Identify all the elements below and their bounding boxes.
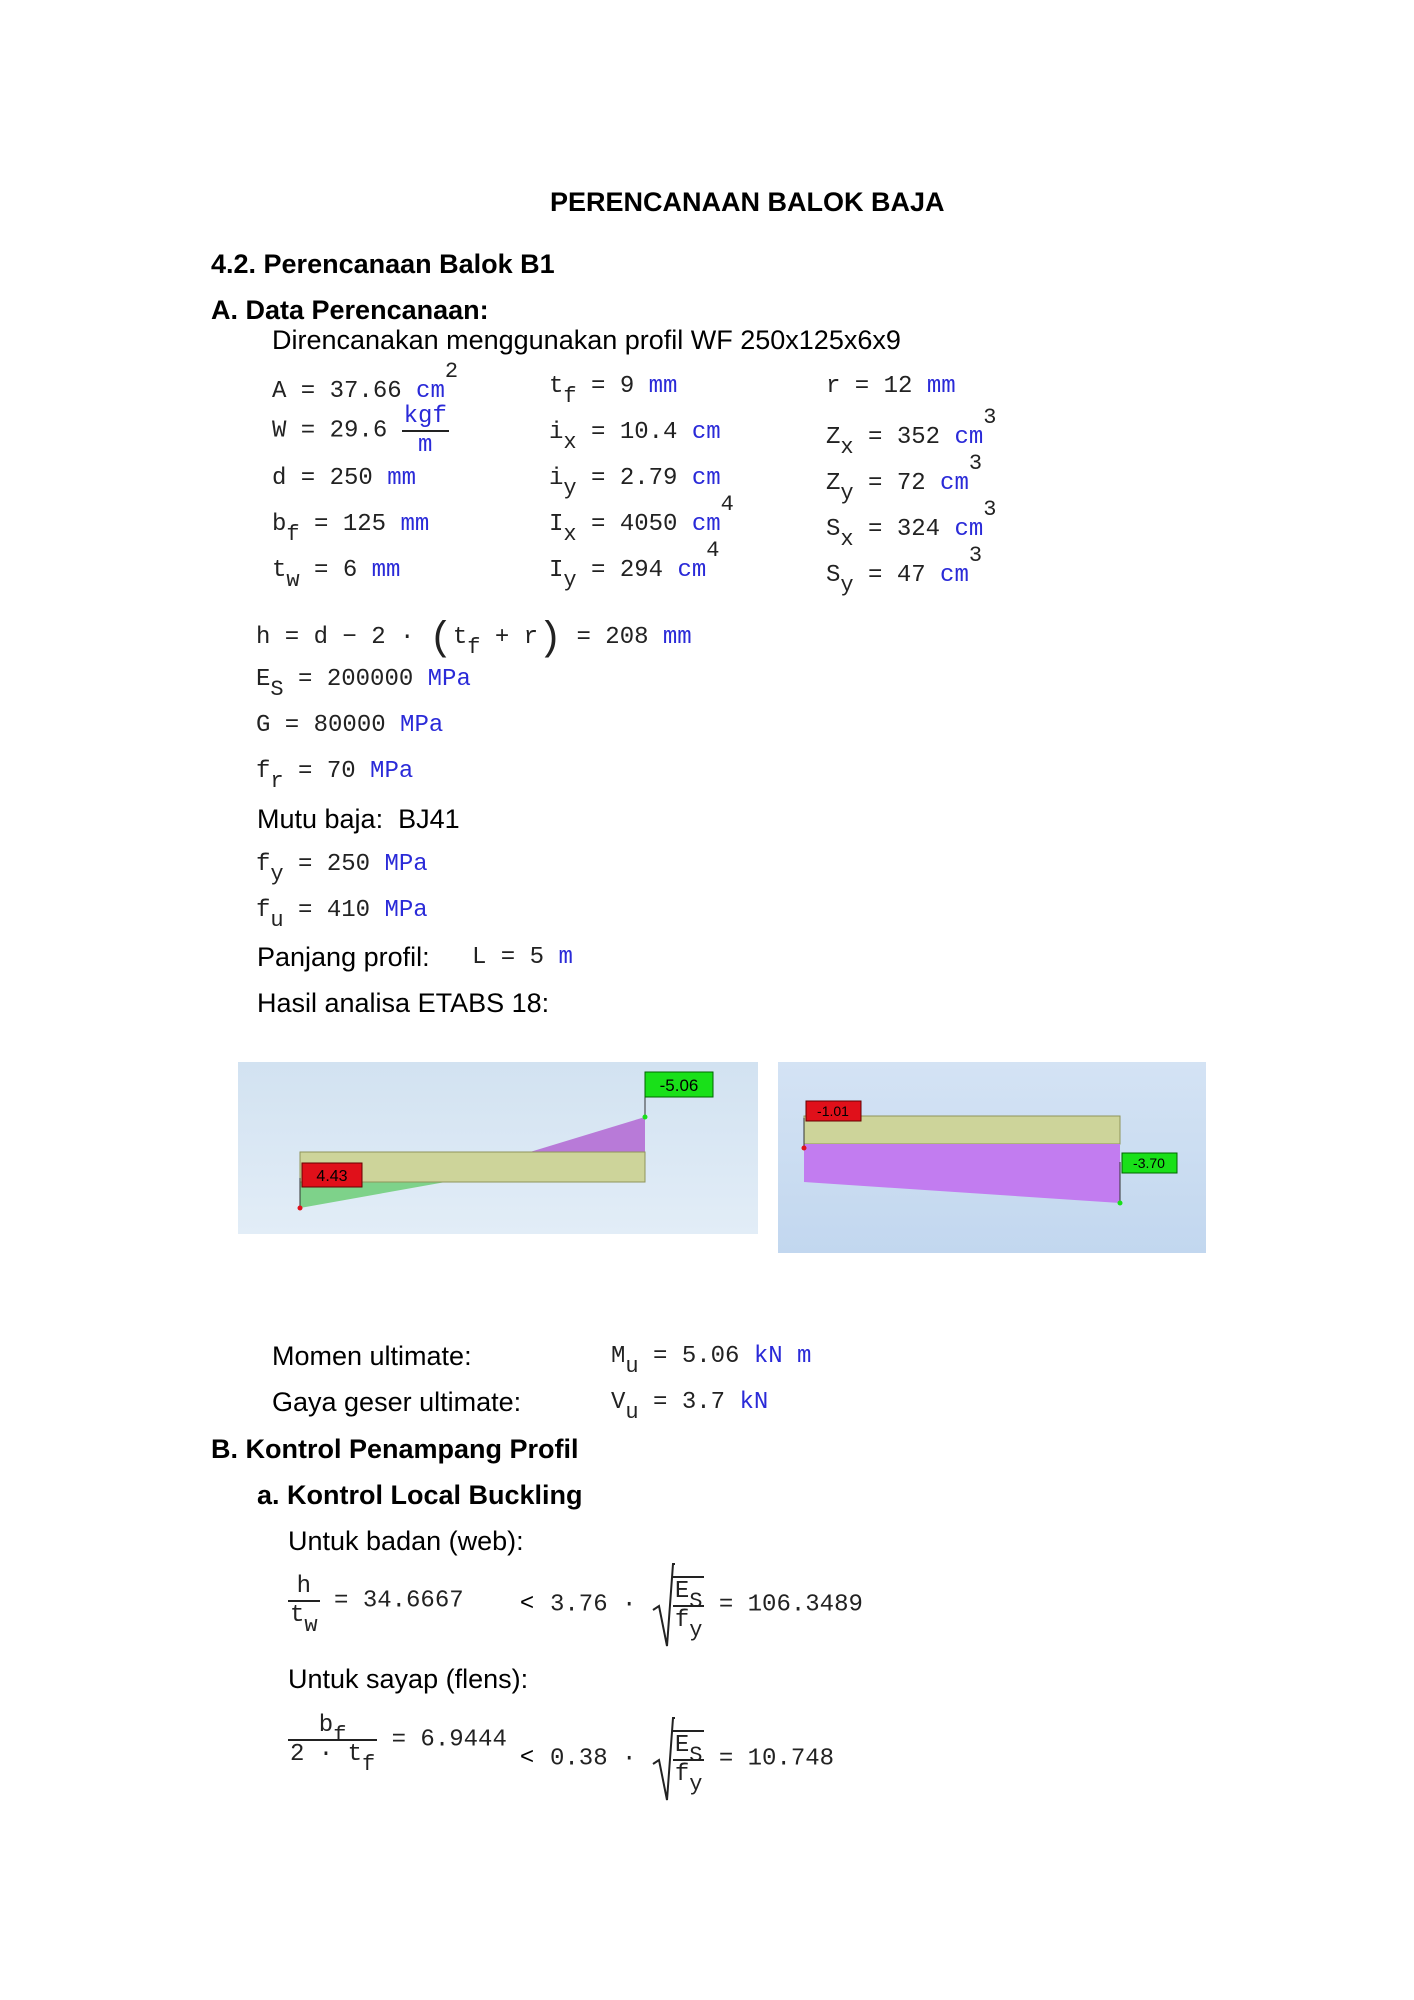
flange-label: Untuk sayap (flens): <box>288 1664 529 1694</box>
web-limit: 3.76 · $\frac{ES}{fy}$ = 106.3489 <box>550 1560 863 1650</box>
moment-left-label: 4.43 <box>316 1168 348 1185</box>
page-title: PERENCANAAN BALOK BAJA <box>550 187 945 217</box>
shear-right-point <box>1118 1201 1123 1206</box>
web-label: Untuk badan (web): <box>288 1526 524 1556</box>
var-Sx: Sx = 324 cm3 <box>826 497 997 552</box>
shear-fill <box>804 1144 1120 1203</box>
var-ix: ix = 10.4 cm <box>549 419 721 455</box>
steel-grade: Mutu baja: BJ41 <box>257 804 460 834</box>
var-fu: fu = 410 MPa <box>256 897 428 933</box>
web-check: $\frac{h}{tw}$ = 34.6667 <box>290 1573 464 1638</box>
var-Iy: Iy = 294 cm4 <box>549 538 720 593</box>
profile-intro: Direncanakan menggunakan profil WF 250x125x6x9 <box>272 325 901 355</box>
part-a-heading: A. Data Perencanaan: <box>211 295 489 325</box>
h-formula: h = d − 2 · (tf + r) = 208 mm <box>256 617 692 662</box>
var-W: W = 29.6 $\frac{\text{kgf}}{m}$ <box>272 403 447 459</box>
var-fy: fy = 250 MPa <box>256 851 428 887</box>
web-less-than: < <box>520 1589 535 1616</box>
section-heading: 4.2. Perencanaan Balok B1 <box>211 249 555 279</box>
var-Mu: Mu = 5.06 kN m <box>611 1343 812 1379</box>
shear-diagram-svg <box>778 1062 1206 1253</box>
length-label: Panjang profil: <box>257 942 430 972</box>
shear-left-point <box>802 1146 807 1151</box>
var-Sy: Sy = 47 cm3 <box>826 543 983 598</box>
shear-left-label: -1.01 <box>817 1103 849 1119</box>
var-Vu: Vu = 3.7 kN <box>611 1389 769 1425</box>
var-Es: ES = 200000 MPa <box>256 666 471 702</box>
var-d: d = 250 mm <box>272 465 417 492</box>
sqrt-symbol <box>651 1560 675 1650</box>
moment-diagram-svg <box>238 1062 758 1234</box>
flange-less-than: < <box>520 1743 535 1770</box>
flange-limit: 0.38 · $\frac{ES}{fy}$ = 10.748 <box>550 1714 834 1804</box>
var-iy: iy = 2.79 cm <box>549 465 721 501</box>
moment-ultimate-label: Momen ultimate: <box>272 1341 472 1371</box>
shear-diagram <box>778 1062 1206 1253</box>
var-A: A = 37.66 cm2 <box>272 359 459 405</box>
sqrt-symbol <box>651 1714 675 1804</box>
shear-right-label: -3.70 <box>1133 1155 1165 1171</box>
flange-check: $\frac{bf}{2 \cdot tf}$ = 6.9444 <box>290 1712 507 1777</box>
var-Zx: Zx = 352 cm3 <box>826 405 997 460</box>
moment-right-point <box>643 1115 648 1120</box>
moment-left-point <box>298 1206 303 1211</box>
var-G: G = 80000 MPa <box>256 712 444 739</box>
moment-negative-fill <box>530 1117 645 1152</box>
var-tw: tw = 6 mm <box>272 557 401 593</box>
var-r: r = 12 mm <box>826 373 956 400</box>
moment-diagram <box>238 1062 758 1234</box>
var-Zy: Zy = 72 cm3 <box>826 451 983 506</box>
moment-right-label: -5.06 <box>659 1076 699 1095</box>
shear-ultimate-label: Gaya geser ultimate: <box>272 1387 522 1417</box>
var-tf: tf = 9 mm <box>549 373 678 409</box>
etabs-label: Hasil analisa ETABS 18: <box>257 988 550 1018</box>
part-b-heading: B. Kontrol Penampang Profil <box>211 1434 579 1464</box>
local-buckling-heading: a. Kontrol Local Buckling <box>257 1480 583 1510</box>
var-fr: fr = 70 MPa <box>256 758 414 794</box>
var-L: L = 5 m <box>472 944 573 971</box>
var-Ix: Ix = 4050 cm4 <box>549 492 734 547</box>
var-bf: bf = 125 mm <box>272 511 430 547</box>
